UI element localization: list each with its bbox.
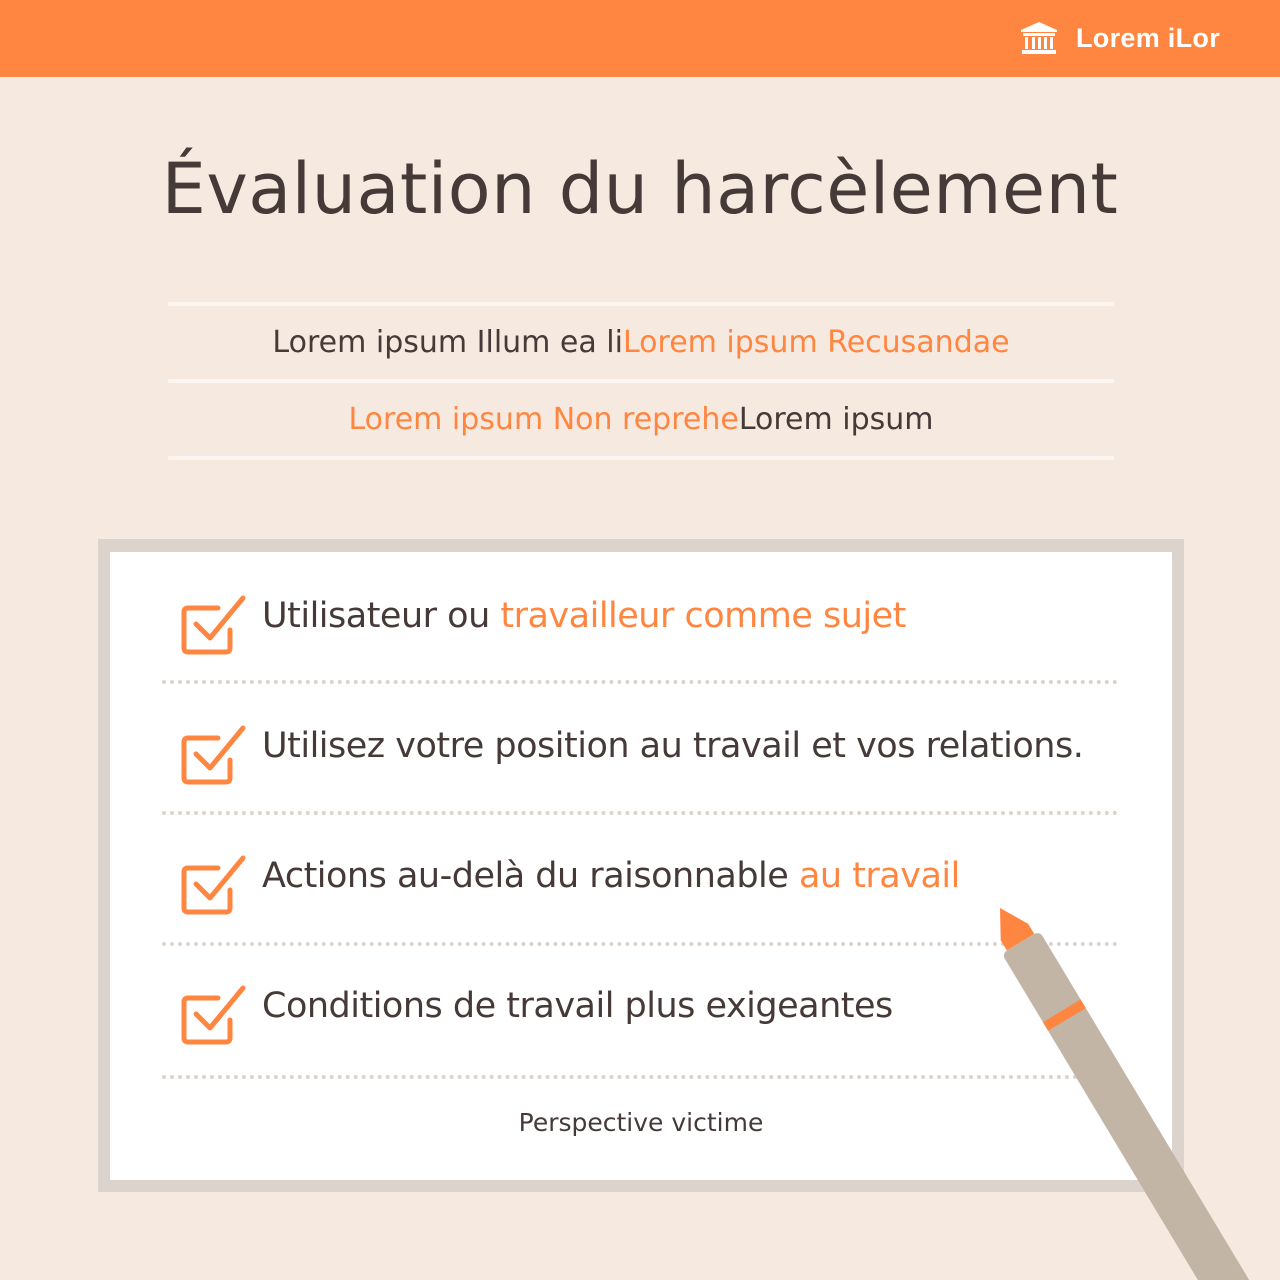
subtitle-line-2 bbox=[168, 379, 1114, 460]
checklist-item-label bbox=[262, 856, 960, 896]
checklist-item-label bbox=[262, 986, 893, 1026]
checklist-item-label bbox=[262, 596, 906, 636]
checklist-item[interactable] bbox=[162, 942, 1118, 1072]
subtitle-line-1-text: Lorem ipsum Illum ea li bbox=[272, 325, 623, 360]
checkbox-checked-icon[interactable] bbox=[180, 594, 248, 658]
subtitle-line-1 bbox=[168, 302, 1114, 379]
checklist-card bbox=[110, 552, 1172, 1180]
dotted-divider bbox=[162, 1075, 1118, 1079]
checklist-item-label bbox=[262, 726, 1083, 766]
checkbox-checked-icon[interactable] bbox=[180, 854, 248, 918]
subtitle-line-2-text: Lorem ipsum bbox=[738, 402, 934, 437]
subtitle-box bbox=[168, 302, 1114, 460]
subtitle-line-1-accent: Lorem ipsum Recusandae bbox=[622, 325, 1010, 360]
checklist-item-text: Conditions de travail plus exigeantes bbox=[262, 986, 893, 1026]
checkbox-checked-icon[interactable] bbox=[180, 724, 248, 788]
brand[interactable] bbox=[1020, 18, 1220, 58]
checklist-item-accent: au travail bbox=[798, 856, 960, 896]
checklist-item-accent: travailleur comme sujet bbox=[500, 596, 906, 636]
checklist-item-text: Utilisateur ou bbox=[262, 596, 501, 636]
checklist-item[interactable] bbox=[162, 552, 1118, 682]
checklist-caption: Perspective victime bbox=[518, 1108, 764, 1137]
brand-name: Lorem iLor bbox=[1075, 22, 1220, 53]
header-bar bbox=[0, 0, 1280, 77]
subtitle-line-2-accent: Lorem ipsum Non reprehe bbox=[348, 402, 739, 437]
checklist-item-text: Actions au-delà du raisonnable bbox=[262, 856, 799, 896]
checklist-item[interactable] bbox=[162, 682, 1118, 812]
checklist-item-text: Utilisez votre position au travail et vos relations. bbox=[262, 726, 1084, 766]
checklist-item[interactable] bbox=[162, 812, 1118, 942]
page-title: Évaluation du harcèlement bbox=[161, 148, 1119, 230]
institution-icon bbox=[1020, 21, 1058, 55]
checkbox-checked-icon[interactable] bbox=[180, 984, 248, 1048]
